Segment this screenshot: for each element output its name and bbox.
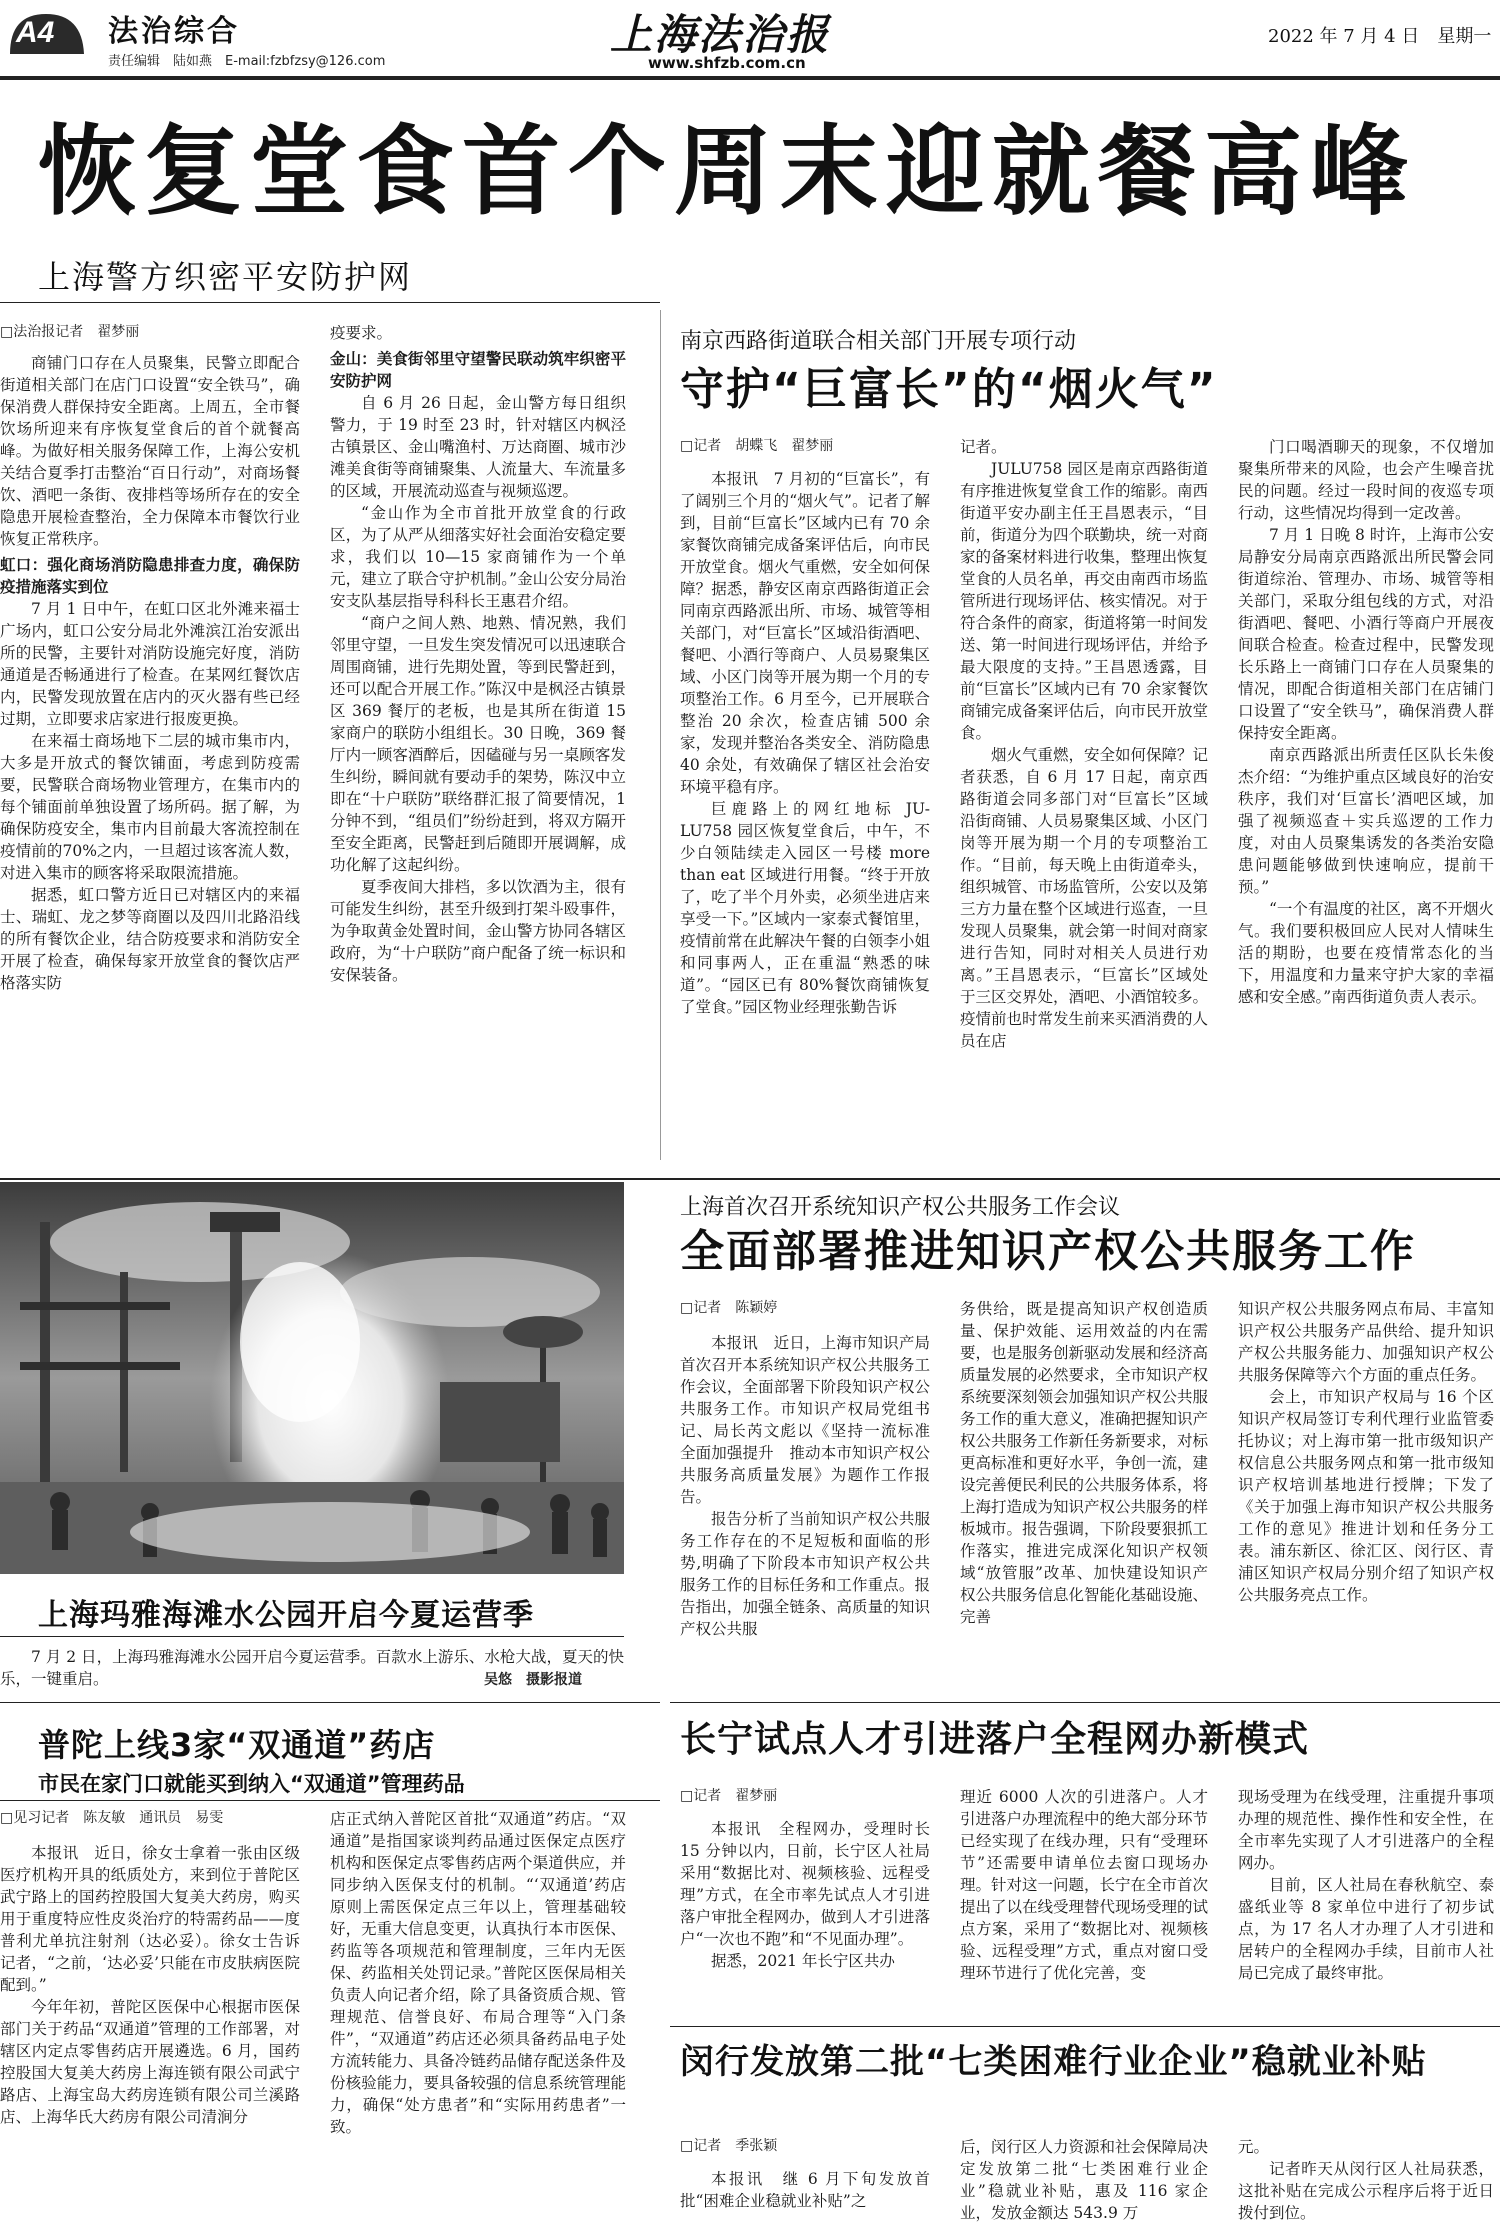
photo-top-rule: [0, 1178, 1500, 1180]
paragraph: 会上，市知识产权局与 16 个区知识产权局签订专利代理行业监管委托协议；对上海市第一批市级知识产权信息公共服务网点和第一批市级知识产权培训基地进行授牌；下发了《关于加强上海市知识产权公共服务工作的意见》推进计划和任务分工表。浦东新区、徐汇区、闵行区、青浦区知识产权局分别介绍了知识产权公共服务亮点工作。: [1238, 1388, 1494, 1604]
column-divider: [660, 310, 661, 1160]
article5-column-1: [680, 1818, 930, 2022]
paragraph: 务供给，既是提高知识产权创造质量、保护效能、运用效益的内在需要，也是服务创新驱动发展和经济高质量发展的必然要求，全市知识产权系统要深刻领会加强知识产权公共服务工作的重大意义，准确把握知识产权公共服务工作新任务新要求，对标更高标准和更好水平，争创一流，建设完善便民利民的公共服务体系，将上海打造成为知识产权公共服务的样板城市。报告强调，下阶段要狠抓工作落实，推进完成深化知识产权领域“放管服”改革、加快建设知识产权公共服务信息化智能化基础设施、完善: [960, 1300, 1209, 1626]
lead-subhead-rule: [0, 302, 660, 303]
paragraph: 巨鹿路上的网红地标 JU-LU758 园区恢复堂食后，中午，不少白领陆续走入园区一号楼 more than eat 区域进行用餐。“终于开放了，吃了半个月外卖，必须坐进店来享受一下。”区域内一家泰式餐馆里，疫情前常在此解决午餐的白领李小姐和同事两人，正在重温“熟悉的味道”。“园区已有 80%餐饮商铺恢复了堂食。”园区物业经理张勤告诉: [680, 800, 930, 1016]
article4-byline: □见习记者 陈友敏 通讯员 易雯: [0, 1810, 224, 1826]
paragraph: 现场受理为在线受理，注重提升事项办理的规范性、操作性和安全性，在全市率先实现了人才引进落户的全程网办。: [1238, 1788, 1494, 1872]
paragraph: 在来福士商场地下二层的城市集市内，大多是开放式的餐饮铺面，考虑到防疫需要，民警联合商场物业管理方，在集市内的每个铺面前单独设置了场所码。据了解，为确保防疫安全，集市内目前最大客流控制在疫情前的70%之内，一旦超过该客流人数，对进入集市的顾客将采取限流措施。: [0, 732, 300, 882]
paragraph: 7 月 1 日中午，在虹口区北外滩来福士广场内，虹口公安分局北外滩滨江治安派出所的民警，主要针对消防设施完好度，消防通道是否畅通进行了检查。在某网红餐饮店内，民警发现放置在店内的灭火器有些已经过期，立即要求店家进行报废更换。: [0, 600, 300, 728]
article6-byline: □记者 季张颖: [680, 2138, 778, 2154]
masthead-rule: [0, 76, 1500, 80]
paragraph: 店正式纳入普陀区首批“双通道”药店。“双通道”是指国家谈判药品通过医保定点医疗机构和医保定点零售药店两个渠道供应，并同步纳入医保支付的机制。“‘双通道’药店原则上需医保定点三年以上，管理基础较好，无重大信息变更，认真执行本市医保、药监等各项规范和管理制度，三年内无医保、药监相关处罚记录。”普陀区医保局相关负责人向记者介绍，除了具备资质合规、管理规范、信誉良好、布局合理等“入门条件”，“双通道”药店还必须具备药品电子处方流转能力、具备冷链药品储存配送条件及份核验能力，要具备较强的信息系统管理能力，确保“处方患者”和“实际用药患者”一致。: [330, 1810, 626, 2136]
article6-top-rule: [670, 2026, 1500, 2027]
lead-headline: 恢复堂食首个周末迎就餐高峰: [38, 115, 1417, 229]
article5-headline: 长宁试点人才引进落户全程网办新模式: [680, 1719, 1310, 1760]
page-number: A4: [16, 16, 55, 49]
article2-column-2: [960, 436, 1208, 1158]
article6-column-3: [1238, 2136, 1494, 2228]
paragraph: 商铺门口存在人员聚集，民警立即配合街道相关部门在店门口设置“安全铁马”，确保消费人群保持安全距离。上周五，全市餐饮场所迎来有序恢复堂食后的首个就餐高峰。为做好相关服务保障工作，上海公安机关结合夏季打击整治“百日行动”，对商场餐饮、酒吧一条街、夜排档等场所存在的安全隐患开展检查整治，全力保障本市餐饮行业恢复正常秩序。: [0, 354, 300, 548]
editor-line: 责任编辑 陆如燕 E-mail:fzbfzsy@126.com: [108, 54, 386, 69]
paragraph: “商户之间人熟、地熟、情况熟，我们邻里守望，一旦发生突发情况可以迅速联合周围商铺，进行先期处置，等到民警赶到，还可以配合开展工作。”陈汉中是枫泾古镇景区 369 餐厅的老板，也是其所在街道 15 家商户的联防小组组长。30 日晚，369 餐厅内一顾客酒醉后，因磕碰与另一桌顾客发生纠纷，瞬间就有要动手的架势，陈汉中立即在“十户联防”联络群汇报了简要情况，1 分钟不到，“组员们”纷纷赶到，将双方隔开至安全距离，民警赶到后随即开展调解，成功化解了这起纠纷。: [330, 614, 626, 874]
photo-caption-rule: [0, 1636, 624, 1637]
article4-headline: 普陀上线3家“双通道”药店: [38, 1726, 436, 1764]
article2-byline: □记者 胡蝶飞 翟梦丽: [680, 438, 834, 454]
article4-column-1: [0, 1842, 300, 2228]
paragraph: 报告分析了当前知识产权公共服务工作存在的不足短板和面临的形势,明确了下阶段本市知识产权公共服务工作的目标任务和工作重点。报告指出，加强全链条、高质量的知识产权公共服: [680, 1510, 930, 1638]
article4-top-rule: [0, 1702, 660, 1703]
lead-column-2: [330, 322, 626, 1182]
article5-column-3: [1238, 1786, 1494, 2022]
paper-url: www.shfzb.com.cn: [648, 54, 806, 72]
paragraph: 本报讯 近日，上海市知识产局首次召开本系统知识产权公共服务工作会议，全面部署下阶段知识产权公共服务工作。市知识产权局党组书记、局长芮文彪以《坚持一流标准 全面加强提升 推动本市知识产权公共服务高质量发展》为题作工作报告。: [680, 1334, 946, 1506]
article3-column-3: [1238, 1298, 1494, 1696]
paragraph: 本报讯 全程网办，受理时长 15 分钟以内，日前，长宁区人社局采用“数据比对、视频核验、远程受理”方式，在全市率先试点人才引进落户审批全程网办，做到人才引进落户“一次也不跑”和“不见面办理”。: [680, 1820, 930, 1948]
article6-headline: 闵行发放第二批“七类困难行业企业”稳就业补贴: [680, 2042, 1427, 2082]
paragraph: 目前，区人社局在春秋航空、泰盛纸业等 8 家单位中进行了初步试点，为 17 名人才办理了人才引进和居转户的全程网办手续，目前市人社局已完成了最终审批。: [1238, 1876, 1494, 1982]
article4-column-2: [330, 1808, 626, 2228]
paragraph: 知识产权公共服务网点布局、丰富知识产权公共服务产品供给、提升知识产权公共服务能力、加强知识产权公共服务保障等六个方面的重点任务。: [1238, 1300, 1494, 1384]
paragraph: 记者。: [960, 438, 1007, 456]
paragraph: “金山作为全市首批开放堂食的行政区，为了从严从细落实好社会面治安稳定要求，我们以 10—15 家商铺作为一个单元，建立了联合守护机制。”金山公安分局治安支队基层指导科科长王惠君介绍。: [330, 504, 626, 610]
section-subhead: 虹口：强化商场消防隐患排查力度，确保防疫措施落实到位: [0, 555, 300, 596]
article2-kicker: 南京西路街道联合相关部门开展专项行动: [680, 329, 1077, 354]
article5-byline: □记者 翟梦丽: [680, 1788, 778, 1804]
paragraph: 本报讯 近日，徐女士拿着一张由区级医疗机构开具的纸质处方，来到位于普陀区武宁路上的国药控股国大复美大药房，购买用于重度特应性皮炎治疗的特需药品——度普利尤单抗注射剂（达必妥）。徐女士告诉记者，“之前，‘达必妥’只能在市皮肤病医院配到。”: [0, 1844, 300, 1994]
paper-name: 上海法治报: [610, 10, 831, 59]
paragraph: 疫要求。: [330, 324, 393, 342]
paragraph: 理近 6000 人次的引进落户。人才引进落户办理流程中的绝大部分环节已经实现了在线办理，只有“受理环节”还需要申请单位去窗口现场办理。针对这一问题，长宁在全市首次提出了以在线受理替代现场受理的试点方案，采用了“数据比对、视频核验、远程受理”方式，重点对窗口受理环节进行了优化完善，变: [960, 1788, 1209, 1982]
paragraph: 本报讯 继 6 月下旬发放首批“困难企业稳就业补贴”之: [680, 2170, 930, 2210]
paragraph: 本报讯 7 月初的“巨富长”，有了阔别三个月的“烟火气”。记者了解到，目前“巨富长”区域内已有 70 余家餐饮商铺完成备案评估后，向市民开放堂食。烟火气重燃，安全如何保障？据悉，静安区南京西路街道正会同南京西路派出所、市场、城管等相关部门，对“巨富长”区域沿街酒吧、餐吧、小酒行等商户、人员易聚集区域、小区门岗等开展为期一个月的专项整治工作。6 月至今，已开展联合整治 20 余次，检查店铺 500 余家，发现并整治各类安全、消防隐患 40 余处，有效确保了辖区社会治安环境平稳有序。: [680, 470, 930, 796]
paragraph: JULU758 园区是南京西路街道有序推进恢复堂食工作的缩影。南西街道平安办副主任王昌恩表示，“目前，街道分为四个联勤块，统一对商家的备案材料进行收集，整理出恢复堂食的人员名单，再交由南西市场监管所进行现场评估、核实情况。对于符合条件的商家，街道将第一时间发送、第一时间进行现场评估，并给予最大限度的支持。”王昌恩透露，目前“巨富长”区域内已有 70 余家餐饮商铺完成备案评估后，向市民开放堂食。: [960, 460, 1209, 742]
waterpark-photo-illustration: [0, 1182, 624, 1574]
article4-subhead-rule: [0, 1800, 660, 1801]
article6-column-1: [680, 2168, 930, 2228]
photo-credit: 吴悠 摄影报道: [484, 1672, 582, 1688]
paragraph: 门口喝酒聊天的现象，不仅增加聚集所带来的风险，也会产生噪音扰民的问题。经过一段时间的夜巡专项行动，这些情况均得到一定改善。: [1238, 438, 1494, 522]
issue-date: 2022 年 7 月 4 日 星期一: [1268, 26, 1492, 47]
paragraph: 据悉，2021 年长宁区共办: [711, 1952, 895, 1970]
article3-headline: 全面部署推进知识产权公共服务工作: [680, 1226, 1416, 1277]
article3-kicker: 上海首次召开系统知识产权公共服务工作会议: [680, 1195, 1121, 1220]
article2-headline: 守护“巨富长”的“烟火气”: [680, 364, 1218, 415]
waterpark-photo: [0, 1182, 624, 1574]
paragraph: 夏季夜间大排档，多以饮酒为主，很有可能发生纠纷，甚至升级到打架斗殴事件，为争取黄金处置时间，金山警方协同各辖区政府，为“十户联防”商户配备了统一标识和安保装备。: [330, 878, 626, 984]
article3-column-2: [960, 1298, 1208, 1696]
lead-byline: □法治报记者 翟梦丽: [0, 324, 140, 340]
article2-column-1: [680, 468, 930, 1158]
page-number-badge: [6, 8, 88, 58]
paragraph: “一个有温度的社区，离不开烟火气。我们要积极回应人民对人情味生活的期盼，也要在疫情常态化的当下，用温度和力量来守护大家的幸福感和安全感。”南西街道负责人表示。: [1238, 900, 1494, 1006]
article2-column-3: [1238, 436, 1494, 1158]
paragraph: 自 6 月 26 日起，金山警方每日组织警力，于 19 时至 23 时，针对辖区内枫泾古镇景区、金山嘴渔村、万达商圈、城市沙滩美食街等商铺聚集、人流量大、车流量多的区域，开展流动巡查与视频巡逻。: [330, 394, 626, 500]
article3-byline: □记者 陈颖婷: [680, 1300, 778, 1316]
photo-caption-text: 7 月 2 日，上海玛雅海滩水公园开启今夏运营季。百款水上游乐、水枪大战，夏天的快乐，一键重启。: [0, 1648, 624, 1688]
article3-column-1: [680, 1332, 946, 1696]
paragraph: 记者昨天从闵行区人社局获悉，这批补贴在完成公示程序后将于近日拨付到位。: [1238, 2160, 1494, 2222]
paragraph: 7 月 1 日晚 8 时许，上海市公安局静安分局南京西路派出所民警会同街道综治、管理办、市场、城管等相关部门，采取分组包线的方式，对沿街酒吧、餐吧、小酒行等商户开展夜间联合检查。检查过程中，民警发现长乐路上一商铺门口存在人员聚集的情况，即配合街道相关部门在店铺门口设置了“安全铁马”，确保消费人群保持安全距离。: [1238, 526, 1494, 742]
paragraph: 今年年初，普陀区医保中心根据市医保部门关于药品“双通道”管理的工作部署，对辖区内定点零售药店开展遴选。6 月，国药控股国大复美大药房上海连锁有限公司武宁路店、上海宝岛大药房连锁有限公司兰溪路店、上海华氏大药房有限公司清涧分: [0, 1998, 300, 2126]
masthead: [0, 0, 1500, 84]
article6-column-2: [960, 2136, 1208, 2228]
paragraph: 元。: [1238, 2138, 1270, 2156]
photo-caption-title: 上海玛雅海滩水公园开启今夏运营季: [38, 1598, 534, 1633]
article4-subhead: 市民在家门口就能买到纳入“双通道”管理药品: [38, 1772, 465, 1796]
paragraph: 烟火气重燃，安全如何保障？记者获悉，自 6 月 17 日起，南京西路街道会同多部门对“巨富长”区域沿街商铺、人员易聚集区域、小区门岗等开展为期一个月的专项整治工作。“目前，每天晚上由街道牵头，组织城管、市场监管所，公安以及第三方力量在整个区域进行巡查，一旦发现人员聚集，就会第一时间对商家进行告知，同时对相关人员进行劝离。”王昌恩表示，“巨富长”区域处于三区交界处，酒吧、小酒馆较多。疫情前也时常发生前来买酒消费的人员在店: [960, 746, 1209, 1050]
lead-subhead: 上海警方织密平安防护网: [38, 258, 413, 296]
paragraph: 南京西路派出所责任区队长朱俊杰介绍：“为维护重点区域良好的治安秩序，我们对‘巨富长’酒吧区域，加强了视频巡查＋实兵巡逻的工作力度，对由人员聚集诱发的各类治安隐患问题能够做到快速响应，提前干预。”: [1238, 746, 1494, 896]
section-title: 法治综合: [108, 14, 240, 49]
lead-column-1: [0, 352, 300, 1182]
article5-column-2: [960, 1786, 1208, 2022]
paragraph: 后，闵行区人力资源和社会保障局决定发放第二批“七类困难行业企业”稳就业补贴，惠及 116 家企业，发放金额达 543.9 万: [960, 2138, 1209, 2222]
paragraph: 据悉，虹口警方近日已对辖区内的来福士、瑞虹、龙之梦等商圈以及四川北路沿线的所有餐饮企业，结合防疫要求和消防安全开展了检查，确保每家开放堂食的餐饮店严格落实防: [0, 886, 300, 992]
section-subhead: 金山：美食街邻里守望警民联动筑牢织密平安防护网: [330, 349, 626, 390]
article5-top-rule: [670, 1702, 1500, 1703]
